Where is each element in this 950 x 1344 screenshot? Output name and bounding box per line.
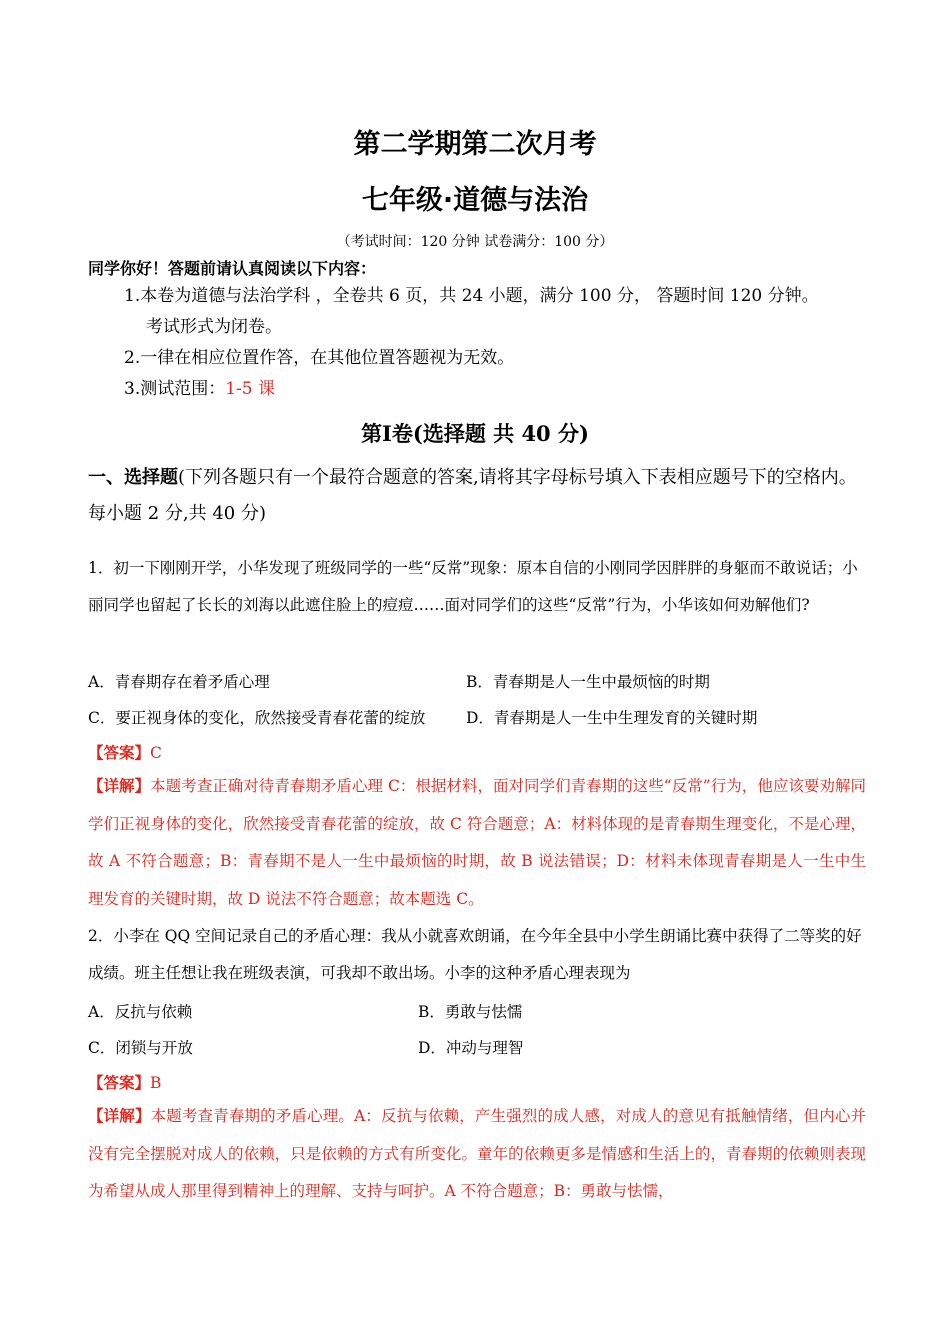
detail-tag: 【详解】 bbox=[88, 776, 151, 795]
section-title: 第Ⅰ卷(选择题 共 40 分) bbox=[361, 421, 589, 446]
part-label: 一、选择题 bbox=[88, 467, 178, 488]
question-1-option-c: C．要正视身体的变化，欣然接受青春花蕾的绽放 bbox=[88, 709, 426, 727]
question-2-stem: 2．小李在 QQ 空间记录自己的矛盾心理：我从小就喜欢朗诵，在今年全县中小学生朗诵比赛中获得了二等奖的好成绩。班主任想让我在班级表演，可我却不敢出场。小李的这种矛盾心理表现为 bbox=[88, 927, 862, 982]
question-2-detail bbox=[88, 1097, 866, 1211]
notice-item-3 bbox=[124, 374, 275, 405]
question-1-option-b: B．青春期是人一生中最烦恼的时期 bbox=[466, 673, 710, 691]
part-description: (下列各题只有一个最符合题意的答案,请将其字母标号填入下表相应题号下的空格内。每小题 2 分,共 40 分) bbox=[88, 467, 857, 524]
question-1-answer bbox=[88, 741, 162, 763]
detail-tag: 【详解】 bbox=[88, 1106, 151, 1125]
exam-meta: （考试时间：120 分钟 试卷满分：100 分） bbox=[336, 234, 614, 250]
question-2-option-c: C．闭锁与开放 bbox=[88, 1039, 193, 1057]
question-1-stem: 1．初一下刚刚开学，小华发现了班级同学的一些“反常”现象：原本自信的小刚同学因胖胖的身躯而不敢说话；小丽同学也留起了长长的刘海以此遮住脸上的痘痘……面对同学们的这些“反常”行为，小华该如何劝解他们? bbox=[88, 559, 858, 614]
answer-tag: 【答案】 bbox=[88, 743, 151, 762]
question-1-option-d: D．青春期是人一生中生理发育的关键时期 bbox=[466, 709, 758, 727]
notice-item-1-cont: 考试形式为闭卷。 bbox=[146, 317, 282, 337]
notice-item-3-value: 1-5 课 bbox=[225, 379, 276, 399]
question-2-option-b: B．勇敢与怯懦 bbox=[418, 1003, 523, 1021]
notice-item-3-label: 3.测试范围： bbox=[124, 379, 226, 399]
part-heading bbox=[88, 460, 868, 532]
question-2-answer bbox=[88, 1071, 161, 1093]
question-1-option-a: A．青春期存在着矛盾心理 bbox=[88, 673, 270, 691]
detail-text: 本题考查正确对待青春期矛盾心理 C：根据材料，面对同学们青春期的这些“反常”行为，他应该要劝解同学们正视身体的变化，欣然接受青春花蕾的绽放，故 C 符合题意；A：材料体现的是青春期生理变化，不是心理，故 A 不符合题意；B：青春期不是人一生中最烦恼的时期，故 B 说法错误；D：材料未体现青春期是人一生中生理发育的关键时期，故 D 说法不符合题意；故本题选 C。 bbox=[88, 777, 866, 908]
question-2-option-a: A．反抗与依赖 bbox=[88, 1003, 193, 1021]
answer-value: C bbox=[150, 744, 162, 762]
answer-tag: 【答案】 bbox=[88, 1073, 151, 1092]
exam-subject: 七年级·道德与法治 bbox=[361, 185, 589, 216]
question-1-detail bbox=[88, 767, 866, 918]
notice-item-1: 1.本卷为道德与法治学科 ，全卷共 6 页，共 24 小题，满分 100 分， 答题时间 120 分钟。 bbox=[124, 286, 819, 306]
notice-greeting: 同学你好！答题前请认真阅读以下内容： bbox=[88, 259, 377, 278]
detail-text: 本题考查青春期的矛盾心理。A：反抗与依赖，产生强烈的成人感，对成人的意见有抵触情绪，但内心并没有完全摆脱对成人的依赖，只是依赖的方式有所变化。童年的依赖更多是情感和生活上的，青春期的依赖则表现为希望从成人那里得到精神上的理解、支持与呵护。A 不符合题意；B：勇敢与怯懦， bbox=[88, 1107, 866, 1200]
question-2-option-d: D．冲动与理智 bbox=[418, 1039, 524, 1057]
answer-value: B bbox=[150, 1074, 162, 1092]
notice-item-2: 2.一律在相应位置作答，在其他位置答题视为无效。 bbox=[124, 348, 515, 368]
exam-title: 第二学期第二次月考 bbox=[353, 129, 597, 160]
